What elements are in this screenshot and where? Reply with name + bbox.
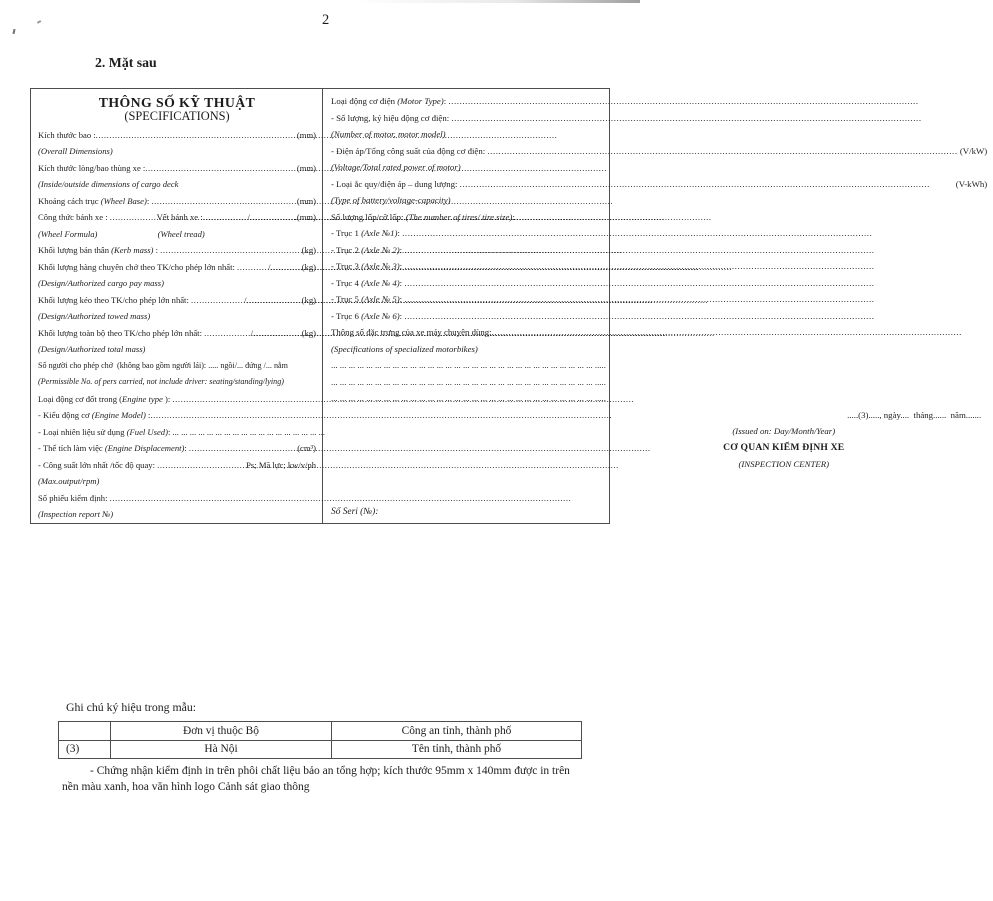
form-line: ... ... ... ... ... ... ... ... ... ... ... ... ... ... ... ... ... ... ... ... ... ... ... ... ... ... ... ... ... ... ..... <box>331 376 606 387</box>
page-number: 2 <box>322 12 330 28</box>
section-heading: 2. Mặt sau <box>95 55 157 70</box>
specifications-table <box>30 88 988 524</box>
table-cell: Tên tỉnh, thành phố <box>332 740 582 759</box>
form-line: Loại động cơ điện (Motor Type) : ..... <box>331 93 987 110</box>
form-line: (INSPECTION CENTER) <box>738 459 830 469</box>
form-line: (Inspection report №) <box>38 509 114 520</box>
form-line: Khối lượng bản thân (Kerb mass) : ..... (kg) <box>38 242 316 259</box>
left-column-lines <box>38 127 326 523</box>
form-line: - Công suất lớn nhất /tốc độ quay: ..... Ps; Mã lực; kw/v/ph <box>38 457 316 474</box>
form-line: (Design/Authorized towed mass) <box>38 311 151 322</box>
form-line: - Trục 5 (Axle № 5) : ..... <box>331 291 987 308</box>
form-line: Kích thước lòng/bao thùng xe : ..... (mm) <box>38 160 316 177</box>
specifications-left-column <box>31 89 326 523</box>
form-line: (Permissible No. of pers carried, not include driver: seating/standing/lying) <box>38 377 284 387</box>
form-line: (Design/Authorized total mass) <box>38 344 146 355</box>
form-line: Số phiếu kiểm định: ..... <box>38 490 316 507</box>
form-line: Khoảng cách trục (Wheel Base) : ..... (mm) <box>38 193 316 210</box>
form-line: Loại động cơ đốt trong ( Engine type ): ..... <box>38 391 316 408</box>
form-line: (Inside/outside dimensions of cargo deck <box>38 179 179 190</box>
form-line: Số lượng lốp/cỡ lốp: (The number of tires/ tire size) : <box>331 211 515 222</box>
table-row <box>59 740 582 759</box>
form-line: - Trục 1 (Axle №1) : ..... <box>331 225 987 242</box>
form-line: (Wheel Formula) (Wheel tread) <box>38 228 205 239</box>
form-line: - Loại nhiên liệu sử dụng (Fuel Used) : ... ... ... ... ... ... ... ... ... ... ... ... ... ... ... ... ... ... <box>38 426 326 437</box>
form-line: - Kiểu động cơ (Engine Model) : ..... <box>38 407 316 424</box>
form-line: - Thể tích làm việc (Engine Displacement) : ..... (cm³) <box>38 440 316 457</box>
form-line: (Voltage/Total rated power of motor) <box>331 162 461 172</box>
specifications-title: THÔNG SỐ KỸ THUẬT <box>98 95 256 110</box>
table-cell: Đơn vị thuộc Bộ <box>111 722 332 741</box>
form-line: (Number of motor, motor model) <box>331 129 446 139</box>
motor-right-column <box>323 89 993 523</box>
form-line: - Loại ắc quy/điện áp – dung lượng: ..... (V-kWh) <box>331 176 987 193</box>
scan-speck-artifact <box>12 29 15 34</box>
specifications-subtitle: (SPECIFICATIONS) <box>124 109 230 123</box>
right-column-lines <box>331 93 987 473</box>
form-line: - Số lượng, ký hiệu động cơ điện: ..... <box>331 110 987 127</box>
form-line: CƠ QUAN KIỂM ĐỊNH XE <box>723 441 845 453</box>
form-line: Khối lượng kéo theo TK/cho phép lớn nhất: ..... / ..... (kg) <box>38 292 316 309</box>
form-line: - Trục 2 (Axle № 2) : ..... <box>331 242 987 259</box>
form-line: (Issued on: Day/Month/Year) <box>732 426 836 436</box>
form-line: Kích thước bao : ..... (mm) <box>38 127 316 144</box>
scan-speck-artifact <box>37 20 41 23</box>
form-line: Khối lượng toàn bộ theo TK/cho phép lớn nhất: ..... / ..... (kg) <box>38 325 316 342</box>
notes-symbol-table <box>58 721 582 759</box>
form-line: Khối lượng hàng chuyên chở theo TK/cho phép lớn nhất: ..... / ..... (kg) <box>38 259 316 276</box>
notes-heading: Ghi chú ký hiệu trong mẫu: <box>66 700 197 714</box>
form-line: ... ... ... ... ... ... ... ... ... ... ... ... ... ... ... ... ... ... ... ... ... ... ... ... ... ... ... ... ... ... ..... <box>331 360 606 370</box>
form-line: - Trục 3 (Axle № 3) : ..... <box>331 258 987 275</box>
scan-edge-artifact <box>0 0 640 3</box>
table-row <box>59 722 582 741</box>
table-cell: Công an tỉnh, thành phố <box>332 722 582 741</box>
form-line: Thông số đặc trưng của xe máy chuyên dùng: ..... <box>331 324 987 341</box>
form-line: (Max.output/rpm) <box>38 476 100 487</box>
form-line: - Trục 4 (Axle № 4) : ..... <box>331 275 987 292</box>
form-line: - Trục 6 (Axle № 6) : ..... <box>331 308 987 325</box>
footnote-text: - Chứng nhận kiểm định in trên phôi chất liệu bảo an tổng hợp; kích thước 95mm x 140mm được in trên nền màu xanh, hoa văn hình logo Cảnh sát giao thông <box>62 765 570 793</box>
form-line: Số người cho phép chở (không bao gồm người lái): ..... ngồi/... đứng /... nằm <box>38 360 288 370</box>
table-cell: Hà Nội <box>111 740 332 759</box>
form-line: (Type of battery/voltage-capacity) <box>331 195 451 205</box>
serial-number-label: Số Seri (№): <box>331 507 379 517</box>
form-line: (Design/Authorized cargo pay mass) <box>38 278 164 289</box>
form-line: (Overall Dimensions) <box>38 146 113 157</box>
form-line: (Specifications of specialized motorbikes) <box>331 343 478 354</box>
table-cell <box>59 722 111 741</box>
form-line: .....(3)....., ngày.... tháng...... năm....... <box>847 409 982 420</box>
form-line: Công thức bánh xe : ..... Vết bánh xe : ..... / ..... .(mm) <box>38 209 316 226</box>
form-line: - Điện áp/Tổng công suất của động cơ điện: ..... (V/kW) <box>331 143 987 160</box>
form-line: ... ... ... ... ... ... ... ... ... ... ... ... ... ... ... ... ... ... ... ... ... ... ... ... ... ... ... ... ... ... ..... <box>331 393 606 403</box>
table-cell: (3) <box>59 740 111 759</box>
